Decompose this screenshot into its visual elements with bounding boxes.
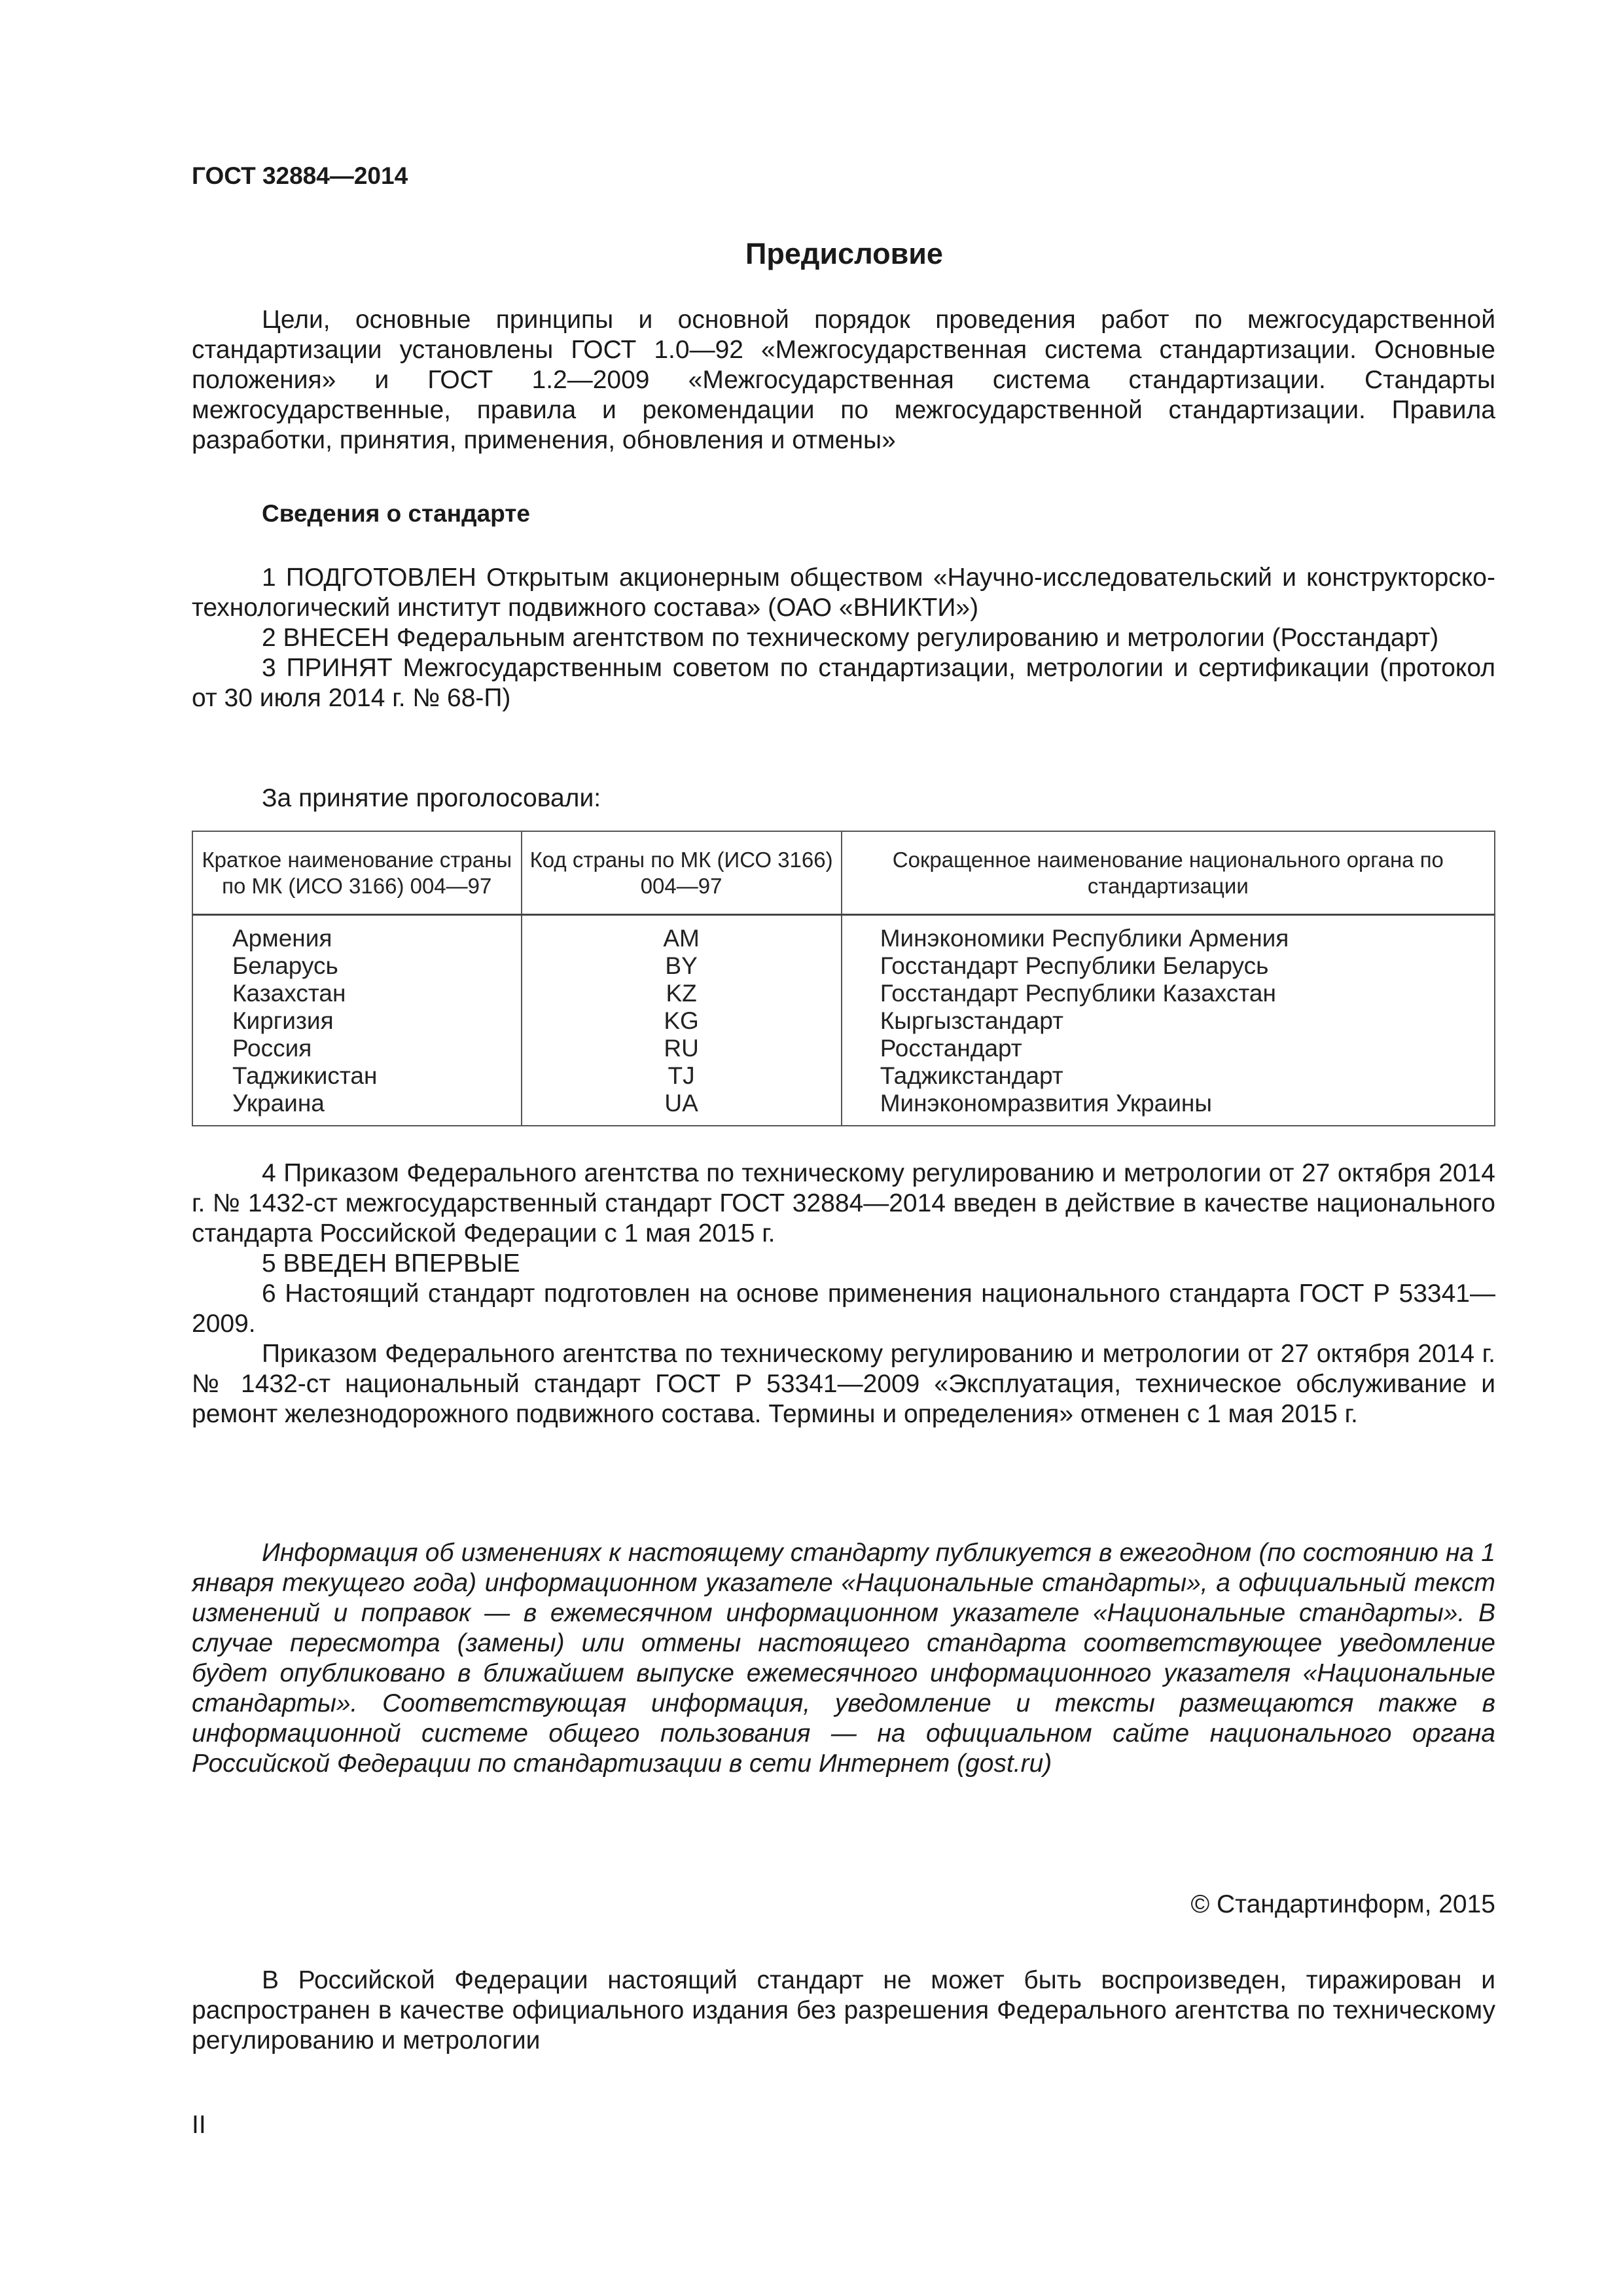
page-number: II	[192, 2111, 206, 2139]
national-bodies-cell	[842, 915, 1495, 1126]
national-body: Госстандарт Республики Беларусь	[880, 952, 1269, 979]
item-submitted: 2 ВНЕСЕН Федеральным агентством по техническому регулированию и метрологии (Росстандарт)	[262, 624, 1439, 652]
header-country-name: Краткое наименование страны по МК (ИСО 3166) 004—97	[192, 831, 522, 915]
country-code: TJ	[668, 1062, 695, 1089]
amendments-info-notice: Информация об изменениях к настоящему стандарту публикуется в ежегодном (по состоянию на 1 января текущего года) информационном указателе «Национальные стандарты», а официальный текст изменений и поправок — в ежемесячном информационном указателе «Национальные стандарты». В случае пересмотра (замены) или отмены настоящего стандарта соответствующее уведомление будет опубликовано в ближайшем выпуске ежемесячного информационного указателя «Национальные стандарты». Соответствующая информация, уведомление и тексты размещаются также в информационной системе общего пользования — на официальном сайте национального органа Российской Федерации по стандартизации в сети Интернет (gost.ru)	[192, 1539, 1495, 1778]
table-header-row	[192, 831, 1495, 915]
country-code: AM	[663, 925, 700, 952]
header-country-code: Код страны по МК (ИСО 3166) 004—97	[522, 831, 842, 915]
vote-caption: За принятие проголосовали:	[262, 784, 601, 812]
enactment-items	[192, 1158, 1495, 1429]
country-name: Россия	[232, 1035, 312, 1062]
item-basis: 6 Настоящий стандарт подготовлен на основе применения национального стандарта ГОСТ Р 53341—2009.	[192, 1280, 1495, 1338]
country-code: RU	[664, 1035, 699, 1062]
country-name: Беларусь	[232, 952, 338, 979]
document-code: ГОСТ 32884—2014	[192, 162, 408, 189]
item-prepared: 1 ПОДГОТОВЛЕН Открытым акционерным обществом «Научно-исследовательский и конструкторско-технологический институт подвижного состава» (ОАО «ВНИКТИ»)	[192, 564, 1495, 622]
copyright-line: © Стандартинформ, 2015	[1190, 1890, 1495, 1918]
country-code: BY	[665, 952, 698, 979]
country-name: Казахстан	[232, 980, 346, 1007]
header-national-body: Сокращенное наименование национального органа по стандартизации	[842, 831, 1495, 915]
country-codes-cell	[522, 915, 842, 1126]
country-names-cell	[192, 915, 522, 1126]
country-code: KZ	[666, 980, 697, 1007]
section-subheading: Сведения о стандарте	[262, 500, 530, 527]
reproduction-notice: В Российской Федерации настоящий стандарт не может быть воспроизведен, тиражирован и распространен в качестве официального издания без разрешения Федерального агентства по техническому регулированию и метрологии	[192, 1966, 1495, 2054]
national-body: Росстандарт	[880, 1035, 1022, 1062]
intro-paragraph: Цели, основные принципы и основной порядок проведения работ по межгосударственной стандартизации установлены ГОСТ 1.0—92 «Межгосударственная система стандартизации. Основные положения» и ГОСТ 1.2—2009 «Межгосударственная система стандартизации. Стандарты межгосударственные, правила и рекомендации по межгосударственной стандартизации. Правила разработки, принятия, применения, обновления и отмены»	[192, 306, 1495, 454]
country-name: Армения	[232, 925, 332, 952]
page-title: Предисловие	[745, 237, 943, 270]
national-body: Минэкономики Республики Армения	[880, 925, 1289, 952]
country-name: Таджикистан	[232, 1062, 378, 1089]
country-code: KG	[664, 1007, 699, 1034]
voting-countries-table	[192, 831, 1495, 1126]
item-adopted: 3 ПРИНЯТ Межгосударственным советом по стандартизации, метрологии и сертификации (протокол от 30 июля 2014 г. № 68-П)	[192, 654, 1495, 712]
standard-info-items	[192, 563, 1495, 713]
national-body: Госстандарт Республики Казахстан	[880, 980, 1276, 1007]
item-first-introduced: 5 ВВЕДЕН ВПЕРВЫЕ	[262, 1249, 520, 1278]
country-name: Киргизия	[232, 1007, 334, 1034]
item-cancellation: Приказом Федерального агентства по техническому регулированию и метрологии от 27 октября 2014 г. № 1432-ст национальный стандарт ГОСТ Р 53341—2009 «Эксплуатация, техническое обслуживание и ремонт железнодорожного подвижного состава. Термины и определения» отменен с 1 мая 2015 г.	[192, 1340, 1495, 1428]
item-enacted: 4 Приказом Федерального агентства по техническому регулированию и метрологии от 27 октября 2014 г. № 1432-ст межгосударственный стандарт ГОСТ 32884—2014 введен в действие в качестве национального стандарта Российской Федерации с 1 мая 2015 г.	[192, 1159, 1495, 1247]
table-body-row	[192, 915, 1495, 1126]
country-code: UA	[664, 1090, 698, 1117]
country-name: Украина	[232, 1090, 325, 1117]
national-body: Таджикстандарт	[880, 1062, 1063, 1089]
national-body: Минэкономразвития Украины	[880, 1090, 1212, 1117]
national-body: Кыргызстандарт	[880, 1007, 1063, 1034]
